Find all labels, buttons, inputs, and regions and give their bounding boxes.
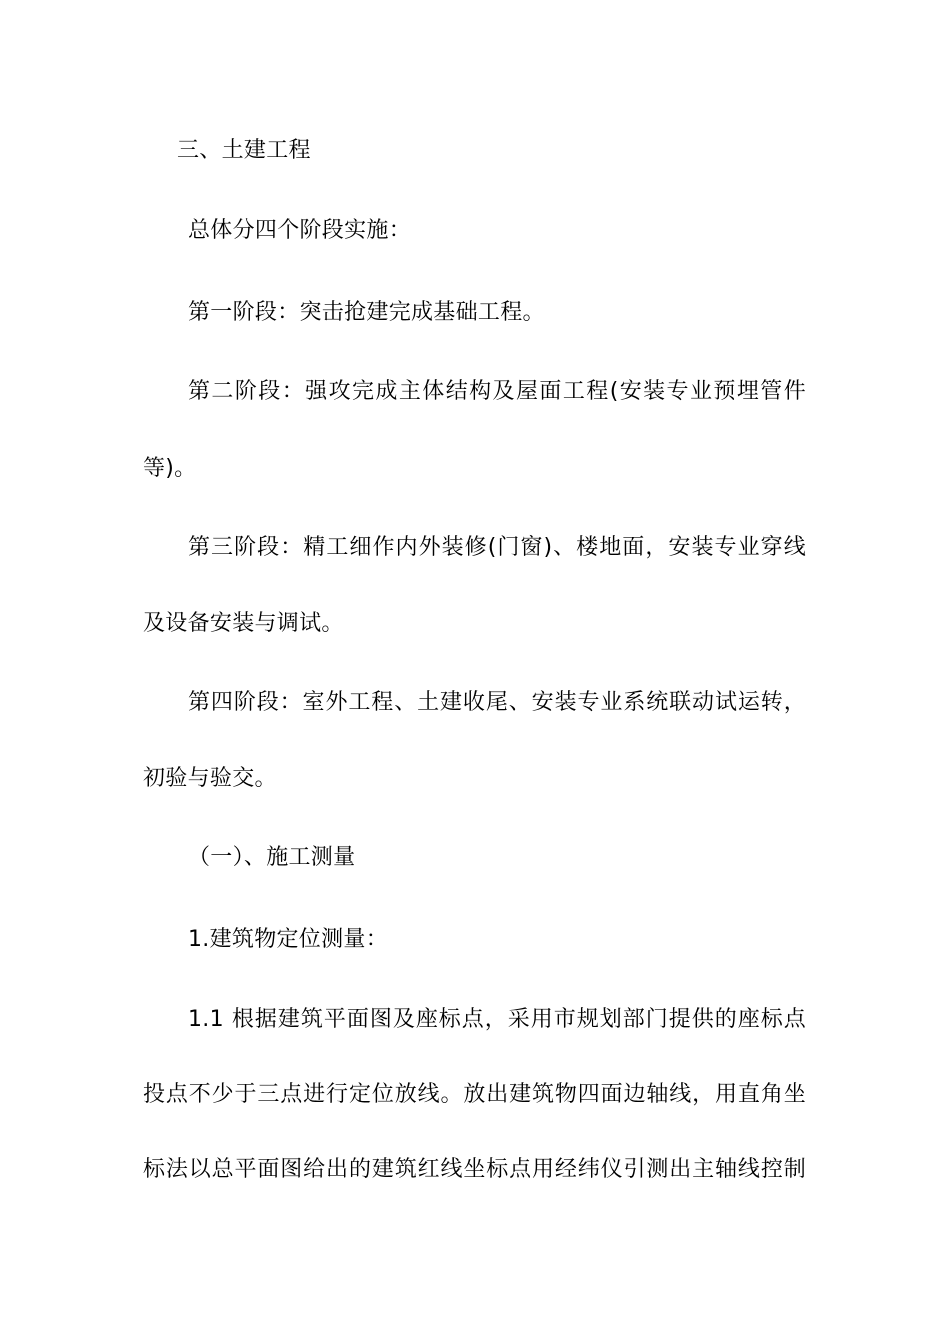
section-heading: 三、土建工程	[177, 138, 311, 163]
stage-4-text-line-1: 第四阶段：室外工程、土建收尾、安装专业系统联动试运转，	[188, 690, 806, 715]
item-1-1-text-line-3: 标法以总平面图给出的建筑红线坐标点用经纬仪引测出主轴线控制	[143, 1157, 806, 1182]
subsection-heading: （一）、施工测量	[188, 845, 356, 870]
overview-text: 总体分四个阶段实施：	[188, 218, 412, 243]
item-1-1-text-line-1: 1.1 根据建筑平面图及座标点，采用市规划部门提供的座标点	[188, 1007, 806, 1032]
item-1-heading: 1.建筑物定位测量：	[188, 927, 388, 952]
stage-2-text-line-2: 等)。	[143, 456, 197, 481]
stage-4-text-line-2: 初验与验交。	[143, 766, 277, 791]
stage-3-text-line-2: 及设备安装与调试。	[143, 611, 344, 636]
item-1-1-text-line-2: 投点不少于三点进行定位放线。放出建筑物四面边轴线，用直角坐	[143, 1082, 806, 1107]
stage-2-text-line-1: 第二阶段：强攻完成主体结构及屋面工程(安装专业预埋管件	[188, 379, 806, 404]
stage-1-text: 第一阶段：突击抢建完成基础工程。	[188, 300, 545, 325]
stage-3-text-line-1: 第三阶段：精工细作内外装修(门窗)、楼地面，安装专业穿线	[188, 535, 806, 560]
